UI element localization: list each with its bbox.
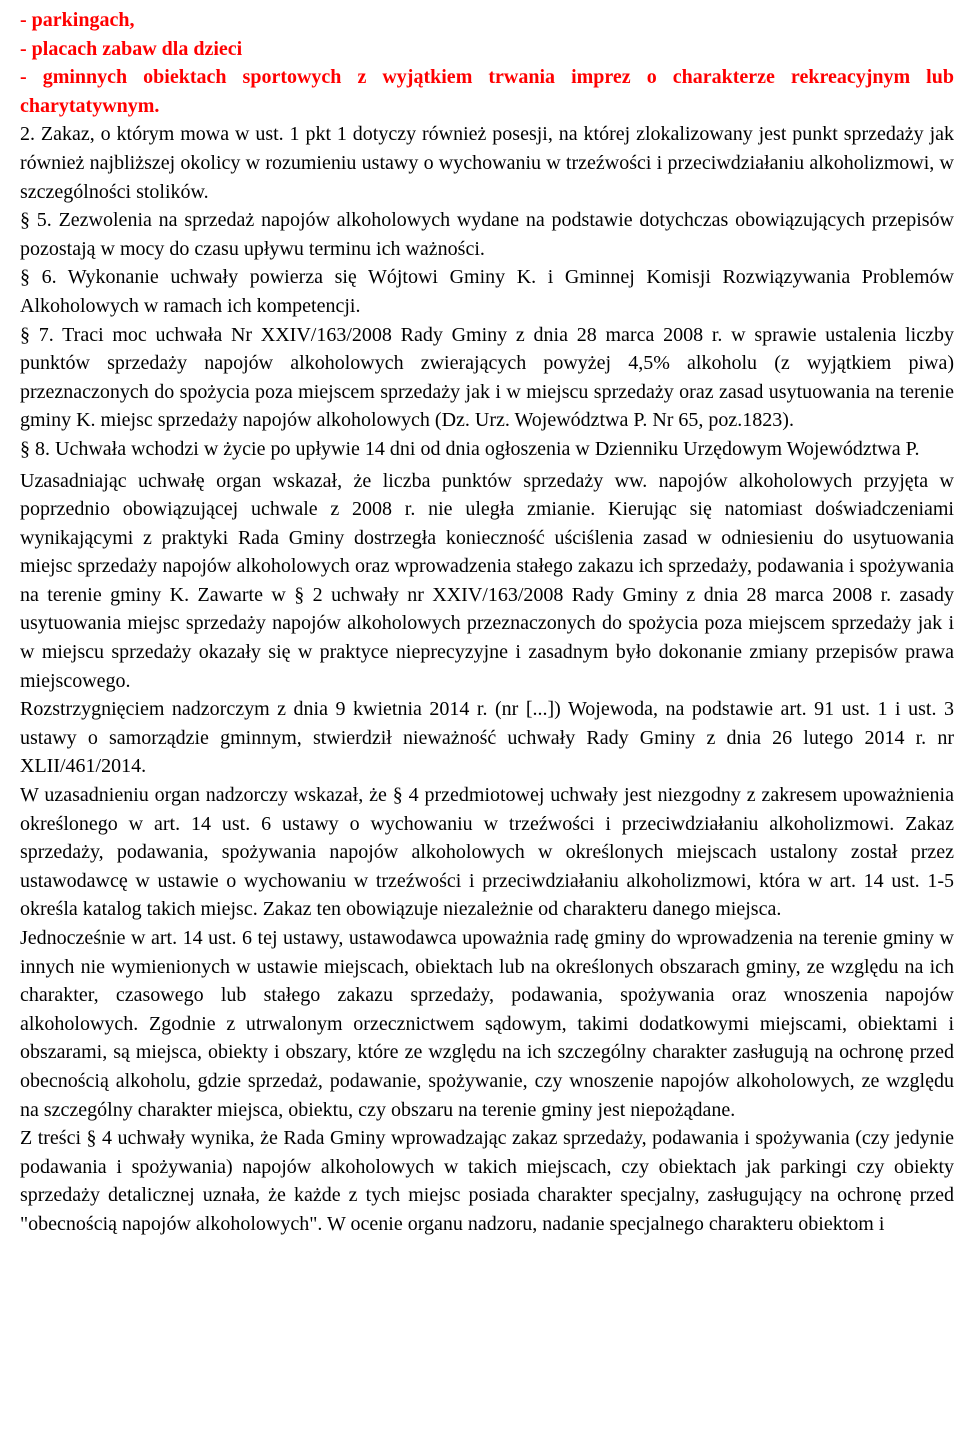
paragraph-supervisory-decision: Rozstrzygnięciem nadzorczym z dnia 9 kwietnia 2014 r. (nr [...]) Wojewoda, na podstawie art. 91 ust. 1 i ust. 3 ustawy o samorządzie gminnym, stwierdził nieważność uchwały Rady Gminy z dnia 26 lutego 2014 r. nr XLII/461/2014. (20, 698, 954, 778)
paragraph-section-5: § 5. Zezwolenia na sprzedaż napojów alkoholowych wydane na podstawie dotychczas obowiązujących przepisów pozostają w mocy do czasu upływu terminu ich ważności. (20, 209, 954, 260)
paragraph-section-7: § 7. Traci moc uchwała Nr XXIV/163/2008 Rady Gminy z dnia 28 marca 2008 r. w sprawie ustalenia liczby punktów sprzedaży napojów alkoholowych zwierających powyżej 4,5% alkoholu (z wyjątkiem piwa) przeznaczonych do spożycia poza miejscem sprzedaży jak i w miejscu sprzedaży oraz zasad usytuowania na terenie gminy K. miejsc sprzedaży napojów alkoholowych (Dz. Urz. Województwa P. Nr 65, poz.1823). (20, 323, 954, 432)
paragraph-justification: Uzasadniając uchwałę organ wskazał, że liczba punktów sprzedaży ww. napojów alkoholowych przyjęta w poprzednio obowiązującej uchwale z 2008 r. nie uległa zmianie. Kierując się natomiast doświadczeniami wynikającymi z praktyki Rada Gminy dostrzegła konieczność uściślenia zasad w odniesieniu do usytuowania miejsc sprzedaży napojów alkoholowych oraz wprowadzenia stałego zakazu ich sprzedaży, podawania i spożywania na terenie gminy K. Zawarte w § 2 uchwały nr XXIV/163/2008 Rady Gminy z dnia 28 marca 2008 r. zasady usytuowania miejsc sprzedaży napojów alkoholowych przeznaczonych do spożycia poza miejscem sprzedaży jak i w miejscu sprzedaży okazały się w praktyce nieprecyzyjne i zasadnym było dokonanie zmiany przepisów prawa miejscowego. (20, 469, 954, 692)
red-list-item: - gminnych obiektach sportowych z wyjątkiem trwania imprez o charakterze rekreacyjnym lub charytatywnym. (20, 66, 954, 117)
paragraph-section-8: § 8. Uchwała wchodzi w życie po upływie 14 dni od dnia ogłoszenia w Dzienniku Urzędowym Województwa P. (20, 437, 920, 460)
paragraph-supervisory-reasoning: W uzasadnieniu organ nadzorczy wskazał, że § 4 przedmiotowej uchwały jest niezgodny z zakresem upoważnienia określonego w art. 14 ust. 6 ustawy o wychowaniu w trzeźwości i przeciwdziałaniu alkoholizmowi. Zakaz sprzedaży, podawania, spożywania napojów alkoholowych w określonych miejscach ustalony został przez ustawodawcę w ustawie o wychowaniu w trzeźwości i przeciwdziałaniu alkoholizmowi, która w art. 14 ust. 1-5 określa katalog takich miejsc. Zakaz ten obowiązuje niezależnie od charakteru danego miejsca. (20, 784, 954, 921)
paragraph-statutory-authorization: Jednocześnie w art. 14 ust. 6 tej ustawy, ustawodawca upoważnia radę gminy do wprowadzenia na terenie gminy w innych nie wymienionych w ustawie miejscach, obiektach lub na określonych obszarach gminy, ze względu na ich charakter, czasowego lub stałego zakazu sprzedaży, podawania, spożywania oraz wnoszenia napojów alkoholowych. Zgodnie z utrwalonym orzecznictwem sądowym, takimi dodatkowymi miejscami, obiektami i obszarami, są miejsca, obiekty i obszary, które ze względu na ich szczególny charakter zasługują na ochronę przed obecnością alkoholu, gdzie sprzedaż, podawanie, spożywanie, czy wnoszenie napojów alkoholowych, ze względu na szczególny charakter miejsca, obiektu, czy obszaru na terenie gminy jest niepożądane. (20, 927, 954, 1121)
paragraph-point-2: 2. Zakaz, o którym mowa w ust. 1 pkt 1 dotyczy również posesji, na której zlokalizowany jest punkt sprzedaży jak również najbliższej okolicy w rozumieniu ustawy o wychowaniu w trzeźwości i przeciwdziałaniu alkoholizmowi, w szczególności stolików. (20, 123, 954, 203)
paragraph-section-6: § 6. Wykonanie uchwały powierza się Wójtowi Gminy K. i Gminnej Komisji Rozwiązywania Problemów Alkoholowych w ramach ich kompetencji. (20, 266, 954, 317)
red-list-item: - placach zabaw dla dzieci (20, 37, 243, 60)
paragraph-section-4-content: Z treści § 4 uchwały wynika, że Rada Gminy wprowadzając zakaz sprzedaży, podawania i spożywania (czy jedynie podawania i spożywania) napojów alkoholowych w takich miejscach, czy obiektach jak parkingi czy obiekty sprzedaży detalicznej uznała, że każde z tych miejsc posiada charakter specjalny, zasługujący na ochronę przed "obecnością napojów alkoholowych". W ocenie organu nadzoru, nadanie specjalnego charakteru obiektom i (20, 1127, 954, 1235)
red-list-item: - parkingach, (20, 9, 135, 31)
